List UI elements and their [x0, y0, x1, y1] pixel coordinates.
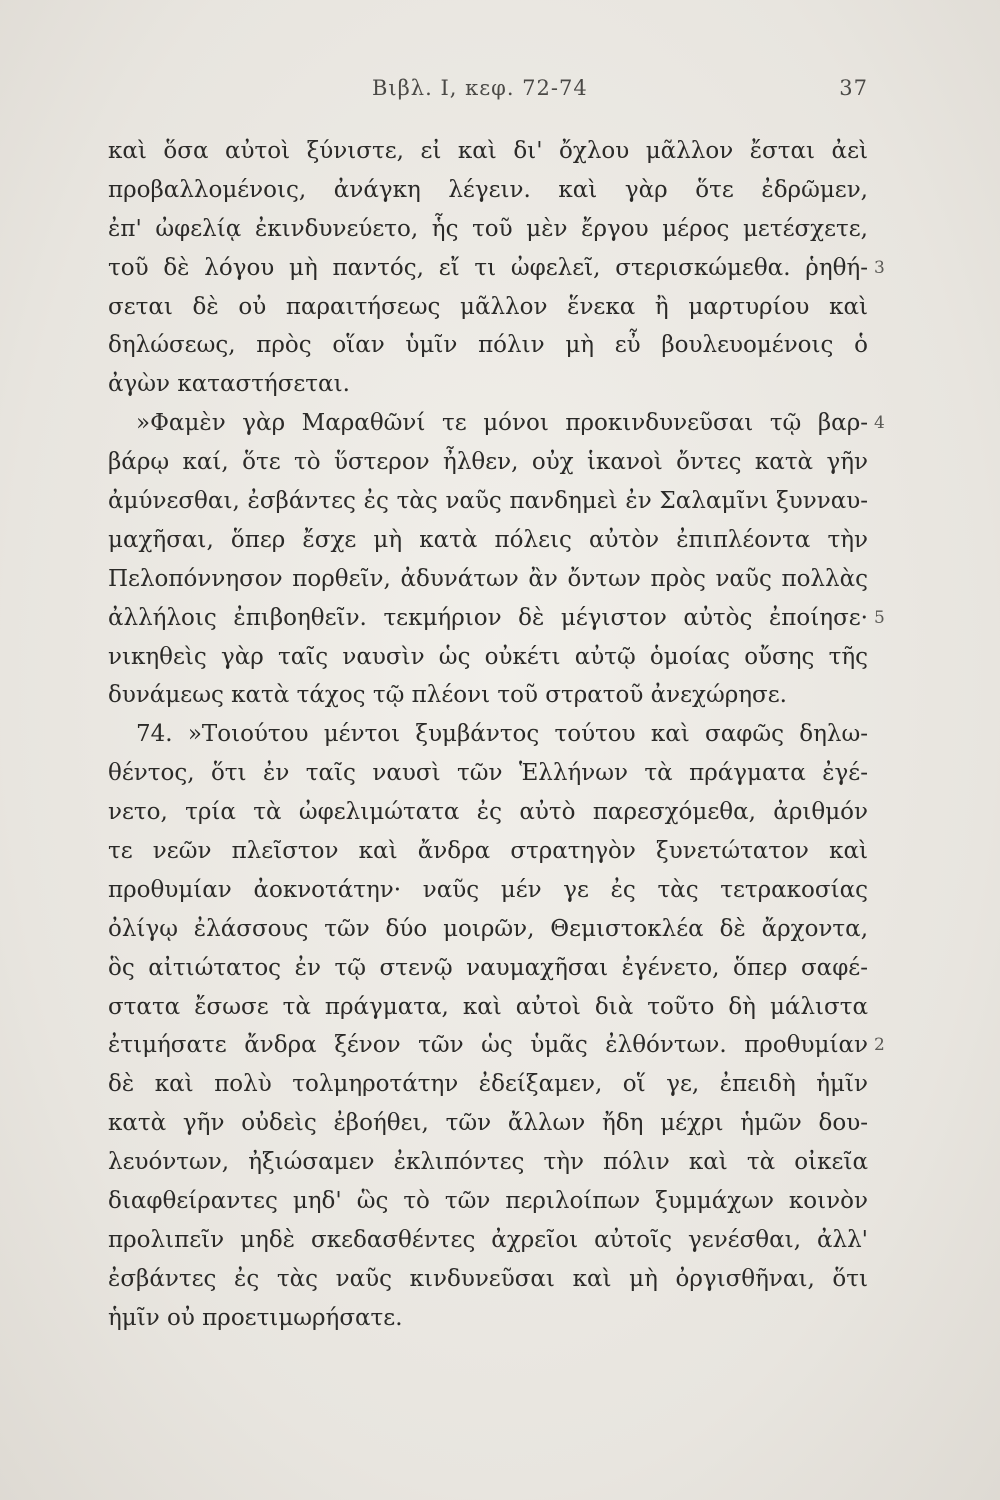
text-line: [108, 365, 868, 404]
text-line: [108, 521, 868, 560]
text-line: [108, 210, 868, 249]
line-text: λευόντων, ἠξιώσαμεν ἐκλιπόντες τὴν πόλιν καὶ τὰ οἰκεῖα: [108, 1149, 868, 1176]
text-line: [108, 793, 868, 832]
line-text: καὶ ὅσα αὐτοὶ ξύνιστε, εἰ καὶ δι' ὄχλου μᾶλλον ἔσται ἀεὶ: [108, 138, 868, 164]
text-line: [108, 1065, 868, 1104]
running-title: Βιβλ. Ι, κεφ. 72-74: [372, 76, 588, 100]
line-text: 74. »Τοιούτου μέντοι ξυμβάντος τούτου καὶ σαφῶς δηλω-: [136, 721, 868, 748]
margin-section-number: 5: [874, 607, 885, 628]
line-text: διαφθείραντες μηδ' ὣς τὸ τῶν περιλοίπων ξυμμάχων κοινὸν: [108, 1188, 868, 1215]
body-text: [108, 132, 885, 1338]
line-text: προθυμίαν ἀοκνοτάτην· ναῦς μέν γε ἐς τὰς τετρακοσίας: [108, 876, 868, 903]
line-text: νετο, τρία τὰ ὠφελιμώτατα ἐς αὐτὸ παρεσχόμεθα, ἀριθμόν: [108, 799, 868, 826]
text-line: [108, 443, 868, 482]
line-text: Πελοπόννησον πορθεῖν, ἀδυνάτων ἂν ὄντων πρὸς ναῦς πολλὰς: [108, 565, 868, 592]
running-head: [0, 76, 1000, 106]
text-line: [108, 482, 868, 521]
text-line: [108, 988, 868, 1027]
line-text: ἀλλήλοις ἐπιβοηθεῖν. τεκμήριον δὲ μέγιστον αὐτὸς ἐποίησε·: [108, 604, 868, 631]
text-line: [108, 1026, 885, 1065]
text-line: [108, 1221, 868, 1260]
line-text: δυνάμεως κατὰ τάχος τῷ πλέονι τοῦ στρατοῦ ἀνεχώρησε.: [108, 682, 787, 709]
text-line: [108, 754, 868, 793]
text-line: [108, 560, 868, 599]
page-number: 37: [839, 76, 868, 100]
text-line: [108, 832, 868, 871]
line-text: ὃς αἰτιώτατος ἐν τῷ στενῷ ναυμαχῆσαι ἐγένετο, ὅπερ σαφέ-: [108, 954, 868, 981]
text-line: [108, 288, 868, 327]
line-text: ἐτιμήσατε ἄνδρα ξένον τῶν ὡς ὑμᾶς ἐλθόντων. προθυμίαν: [108, 1032, 868, 1059]
line-text: »Φαμὲν γὰρ Μαραθῶνί τε μόνοι προκινδυνεῦσαι τῷ βαρ-: [136, 410, 868, 437]
line-text: σεται δὲ οὐ παραιτήσεως μᾶλλον ἕνεκα ἢ μαρτυρίου καὶ: [108, 293, 868, 320]
line-text: τοῦ δὲ λόγου μὴ παντός, εἴ τι ὠφελεῖ, στερισκώμεθα. ῥηθή-: [108, 254, 868, 281]
margin-section-number: 4: [874, 413, 885, 434]
text-line: [108, 910, 868, 949]
text-line: [108, 171, 868, 210]
line-text: κατὰ γῆν οὐδεὶς ἐβοήθει, τῶν ἄλλων ἤδη μέχρι ἡμῶν δου-: [108, 1110, 868, 1137]
line-text: στατα ἔσωσε τὰ πράγματα, καὶ αὐτοὶ διὰ τοῦτο δὴ μάλιστα: [108, 993, 868, 1020]
line-text: τε νεῶν πλεῖστον καὶ ἄνδρα στρατηγὸν ξυνετώτατον καὶ: [108, 838, 868, 865]
line-text: ἡμῖν οὐ προετιμωρήσατε.: [108, 1304, 403, 1331]
text-line: [108, 249, 885, 288]
line-text: ὀλίγῳ ἐλάσσους τῶν δύο μοιρῶν, Θεμιστοκλέα δὲ ἄρχοντα,: [108, 915, 868, 942]
text-line: [108, 132, 868, 171]
line-text: ἀμύνεσθαι, ἐσβάντες ἐς τὰς ναῦς πανδημεὶ ἐν Σαλαμῖνι ξυνναυ-: [108, 488, 868, 515]
line-text: βάρῳ καί, ὅτε τὸ ὕστερον ἦλθεν, οὐχ ἱκανοὶ ὄντες κατὰ γῆν: [108, 449, 868, 476]
text-line: [108, 1260, 868, 1299]
line-text: ἐπ' ὠφελίᾳ ἐκινδυνεύετο, ἧς τοῦ μὲν ἔργου μέρος μετέσχετε,: [108, 215, 868, 242]
line-text: προβαλλομένοις, ἀνάγκη λέγειν. καὶ γὰρ ὅτε ἐδρῶμεν,: [108, 176, 868, 203]
text-line: [108, 1143, 868, 1182]
text-line: [108, 404, 885, 443]
line-text: νικηθεὶς γὰρ ταῖς ναυσὶν ὡς οὐκέτι αὐτῷ ὁμοίας οὔσης τῆς: [108, 643, 868, 670]
line-text: μαχῆσαι, ὅπερ ἔσχε μὴ κατὰ πόλεις αὐτὸν ἐπιπλέοντα τὴν: [108, 526, 868, 553]
margin-section-number: 2: [874, 1035, 885, 1056]
text-line: [108, 638, 868, 677]
text-line: [108, 676, 868, 715]
line-text: ἐσβάντες ἐς τὰς ναῦς κινδυνεῦσαι καὶ μὴ ὀργισθῆναι, ὅτι: [108, 1265, 868, 1292]
line-text: θέντος, ὅτι ἐν ταῖς ναυσὶ τῶν Ἑλλήνων τὰ πράγματα ἐγέ-: [108, 760, 868, 787]
margin-section-number: 3: [874, 257, 885, 278]
line-text: δηλώσεως, πρὸς οἵαν ὑμῖν πόλιν μὴ εὖ βουλευομένοις ὁ: [108, 332, 868, 359]
line-text: δὲ καὶ πολὺ τολμηροτάτην ἐδείξαμεν, οἵ γε, ἐπειδὴ ἡμῖν: [108, 1071, 868, 1098]
text-line: [108, 1104, 868, 1143]
text-line: [108, 599, 885, 638]
line-text: ἀγὼν καταστήσεται.: [108, 371, 350, 398]
text-line: [108, 949, 868, 988]
text-line: [108, 326, 868, 365]
text-line: [108, 871, 868, 910]
text-line: [108, 1182, 868, 1221]
text-line: [108, 715, 868, 754]
line-text: προλιπεῖν μηδὲ σκεδασθέντες ἀχρεῖοι αὐτοῖς γενέσθαι, ἀλλ': [108, 1226, 868, 1253]
text-line: [108, 1299, 868, 1338]
